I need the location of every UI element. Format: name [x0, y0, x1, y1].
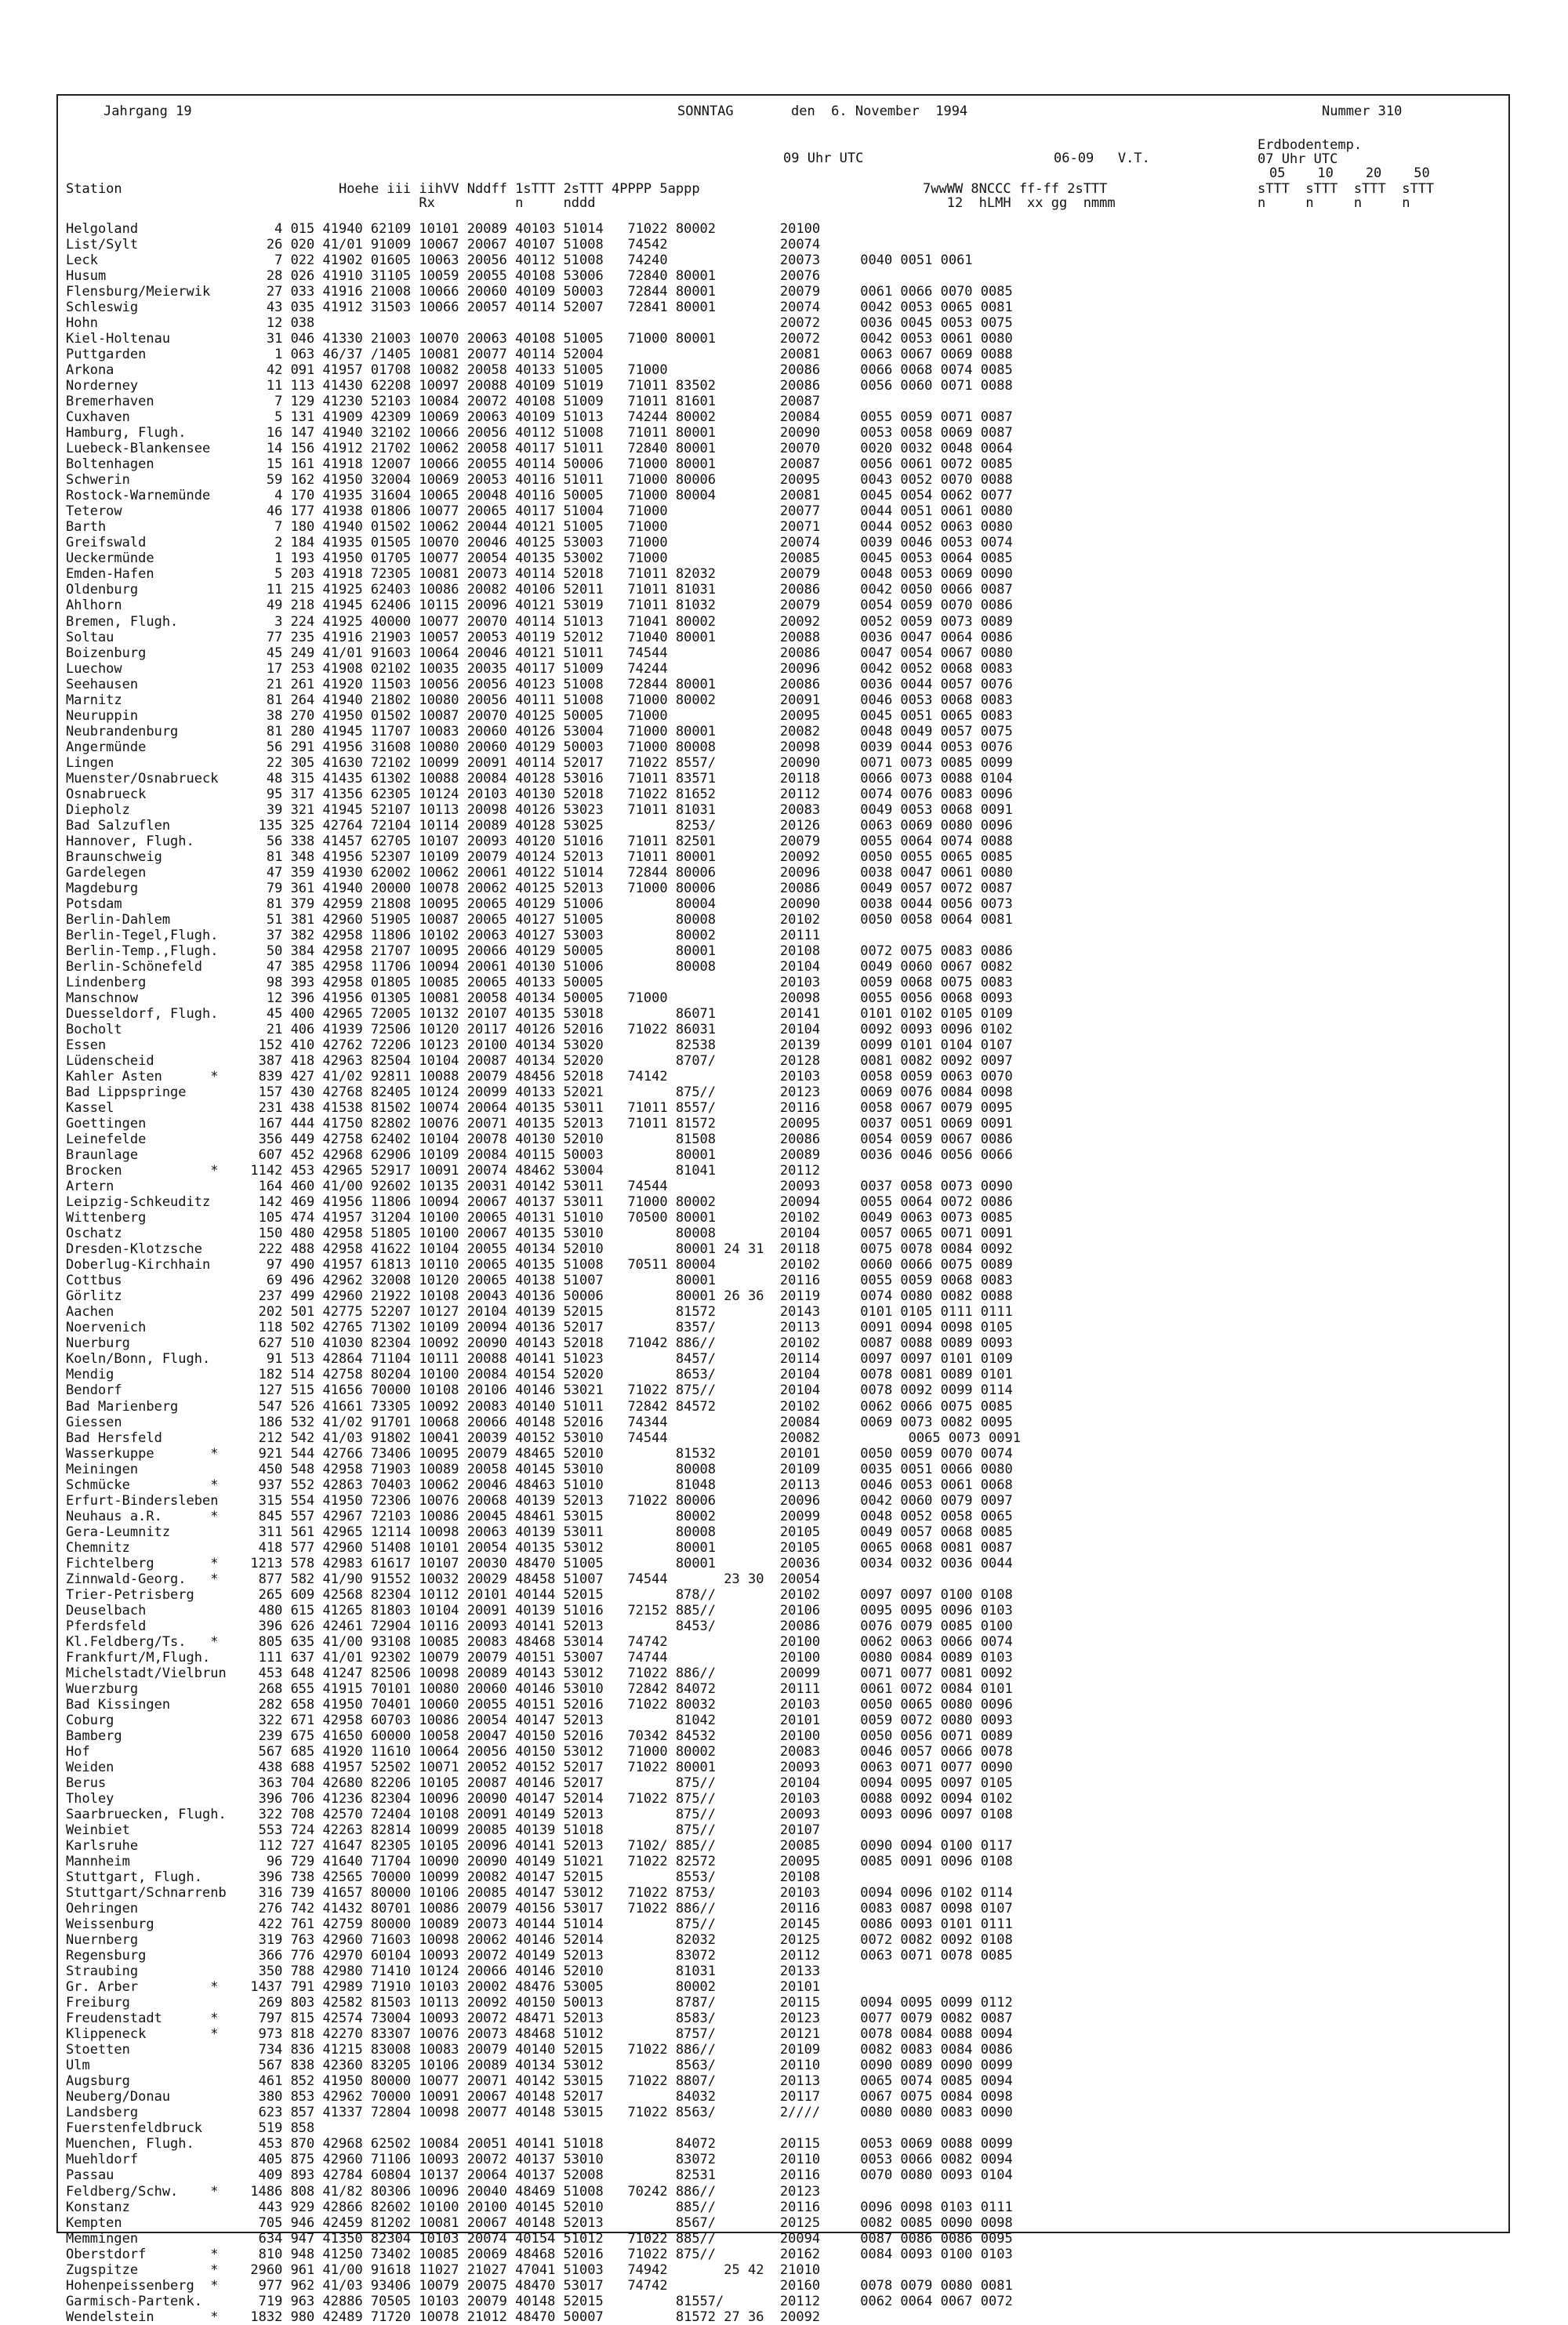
table-row: Hohn 12 038 20072 0036 0045 0053 0075 [66, 315, 1013, 332]
table-row: Oberstdorf * 810 948 41250 73402 10085 20069 48468 52016 71022 875// 20162 0084 0093 0100 0103 [66, 2246, 1013, 2262]
table-row: Weinbiet 553 724 42263 82814 10099 20085 40139 51018 875// 20107 [66, 1822, 821, 1839]
table-row: Berus 363 704 42680 82206 10105 20087 40146 52017 875// 20104 0094 0095 0097 0105 [66, 1775, 1013, 1791]
table-row: Hohenpeissenberg * 977 962 41/03 93406 10079 20075 48470 53017 74742 20160 0078 0079 0080 0081 [66, 2277, 1013, 2294]
table-row: Braunschweig 81 348 41956 52307 10109 20079 40124 52013 71011 80001 20092 0050 0055 0065 0085 [66, 848, 1013, 865]
table-row: Berlin-Temp.,Flugh. 50 384 42958 21707 10095 20066 40129 50005 80001 20108 0072 0075 0083 0086 [66, 943, 1013, 959]
table-row: Berlin-Dahlem 51 381 42960 51905 10087 20065 40127 51005 80008 20102 0050 0058 0064 0081 [66, 911, 1013, 928]
table-row: Fuerstenfeldbruck 519 858 [66, 2120, 315, 2137]
table-row: Arkona 42 091 41957 01708 10082 20058 40133 51005 71000 20086 0066 0068 0074 0085 [66, 362, 1013, 379]
table-row: Luechow 17 253 41908 02102 10035 20035 40117 51009 74244 20096 0042 0052 0068 0083 [66, 660, 1013, 677]
main-column-headings: Hoehe iii iihVV Nddff 1sTTT 2sTTT 4PPPP 5appp [339, 181, 700, 197]
table-row: Ueckermünde 1 193 41950 01705 10077 20054 40135 53002 71000 20085 0045 0053 0064 0085 [66, 550, 1013, 567]
table-row: Puttgarden 1 063 46/37 /1405 10081 20077 40114 52004 20081 0063 0067 0069 0088 [66, 347, 1013, 363]
table-row: Neuhaus a.R. * 845 557 42967 72103 10086 20045 48461 53015 80002 20099 0048 0052 0058 0065 [66, 1508, 1013, 1524]
table-row: Landsberg 623 857 41337 72804 10098 20077 40148 53015 71022 8563/ 2//// 0080 0080 0083 0090 [66, 2105, 1013, 2121]
table-row: Augsburg 461 852 41950 80000 10077 20071 40142 53015 71022 8807/ 20113 0065 0074 0085 0094 [66, 2073, 1013, 2090]
table-row: Greifswald 2 184 41935 01505 10070 20046 40125 53003 71000 20074 0039 0046 0053 0074 [66, 535, 1013, 551]
weekday-label: SONNTAG [677, 104, 734, 119]
table-row: Fichtelberg * 1213 578 42983 61617 10107 20030 48470 51005 80001 20036 0034 0032 0036 0044 [66, 1555, 1013, 1571]
table-row: Flensburg/Meierwik 27 033 41916 21008 10066 20060 40109 50003 72844 80001 20079 0061 0066 0070 0085 [66, 284, 1013, 300]
table-row: Essen 152 410 42762 72206 10123 20100 40134 53020 82538 20139 0099 0101 0104 0107 [66, 1037, 1013, 1054]
right-column-headings: 7wwWW 8NCCC ff-ff 2sTTT [923, 181, 1108, 197]
table-row: Koeln/Bonn, Flugh. 91 513 42864 71104 10111 20088 40141 51023 8457/ 20114 0097 0097 0101 0109 [66, 1351, 1013, 1368]
table-row: Bamberg 239 675 41650 60000 10058 20047 40150 52016 70342 84532 20100 0050 0056 0071 0089 [66, 1727, 1013, 1744]
table-row: Teterow 46 177 41938 01806 10077 20065 40117 51004 71000 20077 0044 0051 0061 0080 [66, 503, 1013, 520]
table-row: Lingen 22 305 41630 72102 10099 20091 40114 52017 71022 8557/ 20090 0071 0073 0085 0099 [66, 754, 1013, 771]
table-row: Bremen, Flugh. 3 224 41925 40000 10077 20070 40114 51013 71041 80002 20092 0052 0059 0073 0089 [66, 613, 1013, 630]
table-row: Gera-Leumnitz 311 561 42965 12114 10098 20063 40139 53011 80008 20105 0049 0057 0068 0085 [66, 1524, 1013, 1540]
table-row: Osnabrueck 95 317 41356 62305 10124 20103 40130 52018 71022 81652 20112 0074 0076 0083 0096 [66, 786, 1013, 802]
table-row: Emden-Hafen 5 203 41918 72305 10081 20073 40114 52018 71011 82032 20079 0048 0053 0069 0090 [66, 566, 1013, 583]
soil-temp-heading: Erdbodentemp. [1258, 137, 1363, 153]
table-row: Stoetten 734 836 41215 83008 10083 20079 40140 52015 71022 886// 20109 0082 0083 0084 0086 [66, 2042, 1013, 2058]
table-row: Neuberg/Donau 380 853 42962 70000 10091 20067 40148 52017 84032 20117 0067 0075 0084 0098 [66, 2089, 1013, 2105]
right-column-subheadings: 12 hLMH xx gg nmmm [923, 195, 1116, 211]
table-row: Bad Marienberg 547 526 41661 73305 10092 20083 40140 51011 72842 84572 20102 0062 0066 0075 0085 [66, 1398, 1013, 1415]
table-row: Kiel-Holtenau 31 046 41330 21003 10070 20063 40108 51005 71000 80001 20072 0042 0053 0061 0080 [66, 331, 1013, 347]
table-row: Bad Salzuflen 135 325 42764 72104 10114 20089 40128 53025 8253/ 20126 0063 0069 0080 0096 [66, 817, 1013, 834]
table-row: Nuernberg 319 763 42960 71603 10098 20062 40146 52014 82032 20125 0072 0082 0092 0108 [66, 1932, 1013, 1949]
table-row: Diepholz 39 321 41945 52107 10113 20098 40126 53023 71011 81031 20083 0049 0053 0068 0091 [66, 801, 1013, 818]
table-row: Freudenstadt * 797 815 42574 73004 10093 20072 48471 52013 8583/ 20123 0077 0079 0082 0087 [66, 2011, 1013, 2027]
table-row: Wasserkuppe * 921 544 42766 73406 10095 20079 48465 52010 81532 20101 0050 0059 0070 0074 [66, 1445, 1013, 1462]
table-row: Schleswig 43 035 41912 31503 10066 20057 40114 52007 72841 80001 20074 0042 0053 0065 0081 [66, 300, 1013, 316]
table-row: Noervenich 118 502 42765 71302 10109 20094 40136 52017 8357/ 20113 0091 0094 0098 0105 [66, 1320, 1013, 1336]
table-row: Rostock-Warnemünde 4 170 41935 31604 10065 20048 40116 50005 71000 80004 20081 0045 0054 0062 0077 [66, 488, 1013, 504]
table-row: Weiden 438 688 41957 52502 10071 20052 40152 52017 71022 80001 20093 0063 0071 0077 0090 [66, 1759, 1013, 1775]
soil-column-subheadings: n n n n [1258, 195, 1410, 211]
table-row: Straubing 350 788 42980 71410 10124 20066 40146 52010 81031 20133 [66, 1964, 821, 1980]
table-row: Barth 7 180 41940 01502 10062 20044 40121 51005 71000 20071 0044 0052 0063 0080 [66, 519, 1013, 536]
table-row: Nuerburg 627 510 41030 82304 10092 20090 40143 52018 71042 886// 20102 0087 0088 0089 0093 [66, 1335, 1013, 1352]
table-row: List/Sylt 26 020 41/01 91009 10067 20067 40107 51008 74542 20074 [66, 237, 821, 253]
table-row: Leinefelde 356 449 42758 62402 10104 20078 40130 52010 81508 20086 0054 0059 0067 0086 [66, 1132, 1013, 1148]
table-row: Leipzig-Schkeuditz 142 469 41956 11806 10094 20067 40137 53011 71000 80002 20094 0055 0064 0072 0086 [66, 1194, 1013, 1211]
date-label: den 6. November 1994 [791, 104, 968, 119]
table-row: Ahlhorn 49 218 41945 62406 10115 20096 40121 53019 71011 81032 20079 0054 0059 0070 0086 [66, 598, 1013, 614]
table-row: Zinnwald-Georg. * 877 582 41/90 91552 10032 20029 48458 51007 74544 23 30 20054 [66, 1571, 821, 1587]
issue-number: Nummer 310 [1322, 104, 1403, 119]
table-row: Lüdenscheid 387 418 42963 82504 10104 20087 40134 52020 8707/ 20128 0081 0082 0092 0097 [66, 1053, 1013, 1070]
table-row: Cuxhaven 5 131 41909 42309 10069 20063 40109 51013 74244 80002 20084 0055 0059 0071 0087 [66, 409, 1013, 426]
table-row: Chemnitz 418 577 42960 51408 10101 20054 40135 53012 80001 20105 0065 0068 0081 0087 [66, 1539, 1013, 1556]
table-row: Luebeck-Blankensee 14 156 41912 21702 10062 20058 40117 51011 72840 80001 20070 0020 0032 0048 0064 [66, 441, 1013, 457]
table-row: Hof 567 685 41920 11610 10064 20056 40150 53012 71000 80002 20083 0046 0057 0066 0078 [66, 1743, 1013, 1760]
table-row: Garmisch-Partenk. 719 963 42886 70505 10103 20079 40148 52015 81557/ 20112 0062 0064 0067 0072 [66, 2293, 1013, 2309]
table-row: Karlsruhe 112 727 41647 82305 10105 20096 40141 52013 7102/ 885// 20085 0090 0094 0100 0117 [66, 1838, 1013, 1855]
table-row: Erfurt-Bindersleben 315 554 41950 72306 10076 20068 40139 52013 71022 80006 20096 0042 0060 0079 0097 [66, 1492, 1013, 1509]
table-row: Weissenburg 422 761 42759 80000 10089 20073 40144 51014 875// 20145 0086 0093 0101 0111 [66, 1916, 1013, 1933]
table-row: Berlin-Tegel,Flugh. 37 382 42958 11806 10102 20063 40127 53003 80002 20111 [66, 927, 821, 943]
table-row: Stuttgart, Flugh. 396 738 42565 70000 10099 20082 40147 52015 8553/ 20108 [66, 1869, 821, 1886]
main-column-subheadings: Rx n nddd [339, 195, 596, 211]
table-row: Hamburg, Flugh. 16 147 41940 32102 10066 20056 40112 51008 71011 80001 20090 0053 0058 0069 0087 [66, 425, 1013, 441]
table-row: Magdeburg 79 361 41940 20000 10078 20062 40125 52013 71000 80006 20086 0049 0057 0072 0087 [66, 880, 1013, 896]
table-row: Doberlug-Kirchhain 97 490 41957 61813 10110 20065 40135 51008 70511 80004 20102 0060 0066 0075 0089 [66, 1257, 1013, 1273]
table-row: Tholey 396 706 41236 82304 10096 20090 40147 52014 71022 875// 20103 0088 0092 0094 0102 [66, 1791, 1013, 1807]
table-row: Leck 7 022 41902 01605 10063 20056 40112 51008 74240 20073 0040 0051 0061 [66, 252, 973, 269]
table-row: Konstanz 443 929 42866 82602 10100 20100 40145 52010 885// 20116 0096 0098 0103 0111 [66, 2199, 1013, 2215]
table-row: Feldberg/Schw. * 1486 808 41/82 80306 10096 20040 48469 51008 70242 886// 20123 [66, 2183, 821, 2200]
table-row: Muenster/Osnabrueck 48 315 41435 61302 10088 20084 40128 53016 71011 83571 20118 0066 0073 0088 0104 [66, 770, 1013, 787]
table-row: Muenchen, Flugh. 453 870 42968 62502 10084 20051 40141 51018 84072 20115 0053 0069 0088 0099 [66, 2136, 1013, 2152]
table-row: Berlin-Schönefeld 47 385 42958 11706 10094 20061 40130 51006 80008 20104 0049 0060 0067 0082 [66, 958, 1013, 975]
table-row: Boizenburg 45 249 41/01 91603 10064 20046 40121 51011 74544 20086 0047 0054 0067 0080 [66, 645, 1013, 661]
table-row: Trier-Petrisberg 265 609 42568 82304 10112 20101 40144 52015 878// 20102 0097 0097 0100 0108 [66, 1586, 1013, 1603]
table-row: Duesseldorf, Flugh. 45 400 42965 72005 10132 20107 40135 53018 86071 20141 0101 0102 0105 0109 [66, 1006, 1013, 1022]
table-row: Boltenhagen 15 161 41918 12007 10066 20055 40114 50006 71000 80001 20087 0056 0061 0072 0085 [66, 456, 1013, 473]
table-row: Helgoland 4 015 41940 62109 10101 20089 40103 51014 71022 80002 20100 [66, 221, 821, 237]
table-row: Mendig 182 514 42758 80204 10100 20084 40154 52020 8653/ 20104 0078 0081 0089 0101 [66, 1367, 1013, 1383]
table-row: Norderney 11 113 41430 62208 10097 20088 40109 51019 71011 83502 20086 0056 0060 0071 0088 [66, 378, 1013, 394]
table-row: Brocken * 1142 453 42965 52917 10091 20074 48462 53004 81041 20112 [66, 1163, 821, 1179]
table-row: Mannheim 96 729 41640 71704 10090 20090 40149 51021 71022 82572 20095 0085 0091 0096 0108 [66, 1854, 1013, 1870]
table-row: Schmücke * 937 552 42863 70403 10062 20046 48463 51010 81048 20113 0046 0053 0061 0068 [66, 1477, 1013, 1493]
table-row: Aachen 202 501 42775 52207 10127 20104 40139 52015 81572 20143 0101 0105 0111 0111 [66, 1304, 1013, 1321]
table-row: Memmingen 634 947 41350 82304 10103 20074 40154 51012 71022 885// 20094 0087 0086 0086 0095 [66, 2230, 1013, 2247]
table-row: Kl.Feldberg/Ts. * 805 635 41/00 93108 10085 20083 48468 53014 74742 20100 0062 0063 0066 0074 [66, 1633, 1013, 1650]
table-row: Manschnow 12 396 41956 01305 10081 20058 40134 50005 71000 20098 0055 0056 0068 0093 [66, 990, 1013, 1006]
table-row: Soltau 77 235 41916 21903 10057 20053 40119 52012 71040 80001 20088 0036 0047 0064 0086 [66, 629, 1013, 645]
table-row: Wuerzburg 268 655 41915 70101 10080 20060 40146 53010 72842 84072 20111 0061 0072 0084 0101 [66, 1680, 1013, 1697]
table-row: Kempten 705 946 42459 81202 10081 20067 40148 52013 8567/ 20125 0082 0085 0090 0098 [66, 2214, 1013, 2231]
table-row: Freiburg 269 803 42582 81503 10113 20092 40150 50013 8787/ 20115 0094 0095 0099 0112 [66, 1995, 1013, 2011]
obs-0609-heading: 06-09 V.T. [1054, 151, 1150, 166]
table-row: Bad Hersfeld 212 542 41/03 91802 10041 20039 40152 53010 74544 20082 0065 0073 0091 [66, 1430, 1021, 1446]
table-row: Wendelstein * 1832 980 42489 71720 10078 21012 48470 50007 81572 27 36 20092 [66, 2309, 821, 2325]
table-row: Hannover, Flugh. 56 338 41457 62705 10107 20093 40120 51016 71011 82501 20079 0055 0064 0074 0088 [66, 833, 1013, 849]
table-row: Wittenberg 105 474 41957 31204 10100 20065 40131 51010 70500 80001 20102 0049 0063 0073 0085 [66, 1210, 1013, 1226]
table-row: Frankfurt/M,Flugh. 111 637 41/01 92302 10079 20079 40151 53007 74744 20100 0080 0084 0089 0103 [66, 1649, 1013, 1666]
table-row: Oehringen 276 742 41432 80701 10086 20079 40156 53017 71022 886// 20116 0083 0087 0098 0107 [66, 1901, 1013, 1917]
table-row: Passau 409 893 42784 60804 10137 20064 40137 52008 82531 20116 0070 0080 0093 0104 [66, 2167, 1013, 2184]
table-row: Angermünde 56 291 41956 31608 10080 20060 40129 50003 71000 80008 20098 0039 0044 0053 0076 [66, 739, 1013, 755]
table-row: Seehausen 21 261 41920 11503 10056 20056 40123 51008 72844 80001 20086 0036 0044 0057 0076 [66, 676, 1013, 692]
table-row: Pferdsfeld 396 626 42461 72904 10116 20093 40141 52013 8453/ 20086 0076 0079 0085 0100 [66, 1618, 1013, 1634]
table-row: Marnitz 81 264 41940 21802 10080 20056 40111 51008 71000 80002 20091 0046 0053 0068 0083 [66, 692, 1013, 708]
table-row: Deuselbach 480 615 41265 81803 10104 20091 40139 51016 72152 885// 20106 0095 0095 0096 0103 [66, 1602, 1013, 1618]
table-row: Bocholt 21 406 41939 72506 10120 20117 40126 52016 71022 86031 20104 0092 0093 0096 0102 [66, 1022, 1013, 1038]
table-row: Kassel 231 438 41538 81502 10074 20064 40135 53011 71011 8557/ 20116 0058 0067 0079 0095 [66, 1100, 1013, 1117]
table-row: Michelstadt/Vielbrun 453 648 41247 82506 10098 20089 40143 53012 71022 886// 20099 0071 0077 0081 0092 [66, 1665, 1013, 1681]
table-row: Bendorf 127 515 41656 70000 10108 20106 40146 53021 71022 875// 20104 0078 0092 0099 0114 [66, 1382, 1013, 1399]
table-row: Schwerin 59 162 41950 32004 10069 20053 40116 51011 71000 80006 20095 0043 0052 0070 0088 [66, 472, 1013, 489]
obs-09utc-heading: 09 Uhr UTC [783, 151, 864, 166]
table-row: Dresden-Klotzsche 222 488 42958 41622 10104 20055 40134 52010 80001 24 31 20118 0075 0078 0084 0092 [66, 1241, 1013, 1258]
table-row: Bremerhaven 7 129 41230 52103 10084 20072 40108 51009 71011 81601 20087 [66, 394, 821, 410]
table-row: Regensburg 366 776 42970 60104 10093 20072 40149 52013 83072 20112 0063 0071 0078 0085 [66, 1948, 1013, 1964]
table-row: Gardelegen 47 359 41930 62002 10062 20061 40122 51014 72844 80006 20096 0038 0047 0061 0080 [66, 864, 1013, 881]
table-row: Oschatz 150 480 42958 51805 10100 20067 40135 53010 80008 20104 0057 0065 0071 0091 [66, 1226, 1013, 1242]
soil-column-headings: sTTT sTTT sTTT sTTT [1258, 181, 1435, 197]
table-row: Husum 28 026 41910 31105 10059 20055 40108 53006 72840 80001 20076 [66, 268, 821, 285]
table-row: Cottbus 69 496 42962 32008 10120 20065 40138 51007 80001 20116 0055 0059 0068 0083 [66, 1273, 1013, 1289]
table-row: Kahler Asten * 839 427 41/02 92811 10088 20079 48456 52018 74142 20103 0058 0059 0063 0070 [66, 1069, 1013, 1085]
table-row: Artern 164 460 41/00 92602 10135 20031 40142 53011 74544 20093 0037 0058 0073 0090 [66, 1179, 1013, 1195]
table-row: Saarbruecken, Flugh. 322 708 42570 72404 10108 20091 40149 52013 875// 20093 0093 0096 0097 0108 [66, 1807, 1013, 1823]
table-row: Gr. Arber * 1437 791 42989 71910 10103 20002 48476 53005 80002 20101 [66, 1979, 821, 1996]
table-row: Stuttgart/Schnarrenb 316 739 41657 80000 10106 20085 40147 53012 71022 8753/ 20103 0094 0096 0102 0114 [66, 1885, 1013, 1902]
table-row: Görlitz 237 499 42960 21922 10108 20043 40136 50006 80001 26 36 20119 0074 0080 0082 0088 [66, 1288, 1013, 1305]
table-row: Neuruppin 38 270 41950 01502 10087 20070 40125 50005 71000 20095 0045 0051 0065 0083 [66, 707, 1013, 724]
table-row: Oldenburg 11 215 41925 62403 10086 20082 40106 52011 71011 81031 20086 0042 0050 0066 0087 [66, 582, 1013, 598]
table-row: Zugspitze * 2960 961 41/00 91618 11027 21027 47041 51003 74942 25 42 21010 [66, 2261, 821, 2278]
soil-depths-heading: 05 10 20 50 [1269, 165, 1430, 181]
table-row: Meiningen 450 548 42958 71903 10089 20058 40145 53010 80008 20109 0035 0051 0066 0080 [66, 1461, 1013, 1477]
table-row: Coburg 322 671 42958 60703 10086 20054 40147 52013 81042 20101 0059 0072 0080 0093 [66, 1712, 1013, 1728]
table-row: Neubrandenburg 81 280 41945 11707 10083 20060 40126 53004 71000 80001 20082 0048 0049 0057 0075 [66, 723, 1013, 739]
table-row: Goettingen 167 444 41750 82802 10076 20071 40135 52013 71011 81572 20095 0037 0051 0069 0091 [66, 1116, 1013, 1132]
table-row: Ulm 567 838 42360 83205 10106 20089 40134 53012 8563/ 20110 0090 0089 0090 0099 [66, 2058, 1013, 2074]
jahrgang-label: Jahrgang 19 [103, 104, 192, 119]
soil-time-heading: 07 Uhr UTC [1258, 151, 1338, 167]
table-row: Muehldorf 405 875 42960 71106 10093 20072 40137 53010 83072 20110 0053 0066 0082 0094 [66, 2152, 1013, 2168]
table-row: Giessen 186 532 41/02 91701 10068 20066 40148 52016 74344 20084 0069 0073 0082 0095 [66, 1414, 1013, 1430]
table-row: Bad Kissingen 282 658 41950 70401 10060 20055 40151 52016 71022 80032 20103 0050 0065 0080 0096 [66, 1696, 1013, 1713]
station-column-heading: Station [66, 181, 122, 197]
table-row: Lindenberg 98 393 42958 01805 10085 20065 40133 50005 20103 0059 0068 0075 0083 [66, 974, 1013, 990]
report-sheet [56, 94, 1510, 2325]
table-row: Braunlage 607 452 42968 62906 10109 20084 40115 50003 80001 20089 0036 0046 0056 0066 [66, 1147, 1013, 1164]
table-row: Klippeneck * 973 818 42270 83307 10076 20073 48468 51012 8757/ 20121 0078 0084 0088 0094 [66, 2026, 1013, 2043]
table-row: Potsdam 81 379 42959 21808 10095 20065 40129 51006 80004 20090 0038 0044 0056 0073 [66, 895, 1013, 912]
table-row: Bad Lippspringe 157 430 42768 82405 10124 20099 40133 52021 875// 20123 0069 0076 0084 0098 [66, 1084, 1013, 1101]
